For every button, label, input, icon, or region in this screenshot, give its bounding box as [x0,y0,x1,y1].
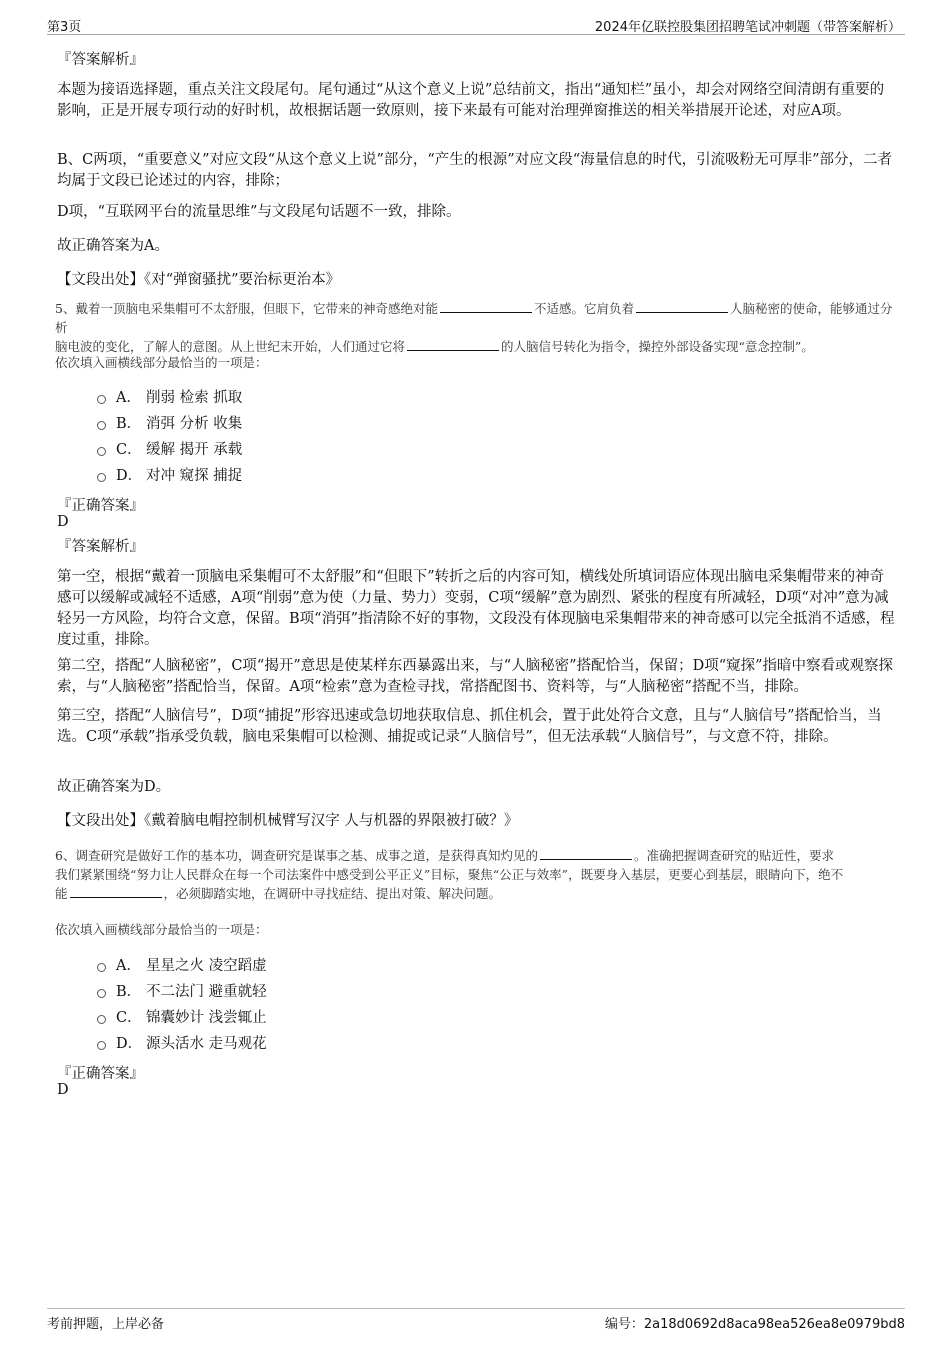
option-a[interactable]: A． 削弱 检索 抓取 [96,388,242,408]
fill-blank [540,847,632,860]
answer-value: D [57,1082,69,1098]
option-c[interactable]: C． 锦囊妙计 浅尝辄止 [96,1008,267,1028]
radio-icon[interactable] [97,473,106,482]
question-prompt: 依次填入画横线部分最恰当的一项是： [55,922,268,937]
fill-blank [440,300,532,313]
footer-divider [47,1308,905,1309]
analysis-label: 『答案解析』 [57,52,144,68]
question-stem: 5、戴着一顶脑电采集帽可不太舒服，但眼下，它带来的神奇感绝对能 不适感。它肩负着 人脑秘密的使命，能够通过分析 脑电波的变化，了解人的意图。从上世纪末开始，人们通过它将 的人脑信号转化为指令，操控外部设备实现“意念控制”。 [55,301,893,354]
radio-icon[interactable] [97,963,106,972]
document-title: 2024年亿联控股集团招聘笔试冲刺题（带答案解析） [594,20,901,35]
analysis-label: 『答案解析』 [57,539,144,555]
analysis-paragraph: D项，“互联网平台的流量思维”与文段尾句话题不一致，排除。 [57,204,461,220]
analysis-paragraph: 第一空，根据“戴着一顶脑电采集帽可不太舒服”和“但眼下”转折之后的内容可知，横线处所填词语应体现出脑电采集帽带来的神奇感可以缓解或减轻不适感，A项“削弱”意为使（力量、势力）变弱，C项“缓解”意为剧烈、紧张的程度有所减轻，D项“对冲”意为减轻另一方风险，均符合文意，保留。B项“消弭”指清除不好的事物，文段没有体现脑电采集帽带来的神奇感可以完全抵消不适感，程度过重，排除。 [57,569,895,648]
option-b[interactable]: B． 消弭 分析 收集 [96,414,242,434]
analysis-conclusion: 故正确答案为A。 [57,238,169,254]
radio-icon[interactable] [97,395,106,404]
radio-icon[interactable] [97,421,106,430]
analysis-paragraph: 第三空，搭配“人脑信号”，D项“捕捉”形容迅速或急切地获取信息、抓住机会，置于此处符合文意，且与“人脑信号”搭配恰当，当选。C项“承载”指承受负载，脑电采集帽可以检测、捕捉或记录“人脑信号”，但无法承载“人脑信号”，与文意不符，排除。 [57,708,882,745]
option-d[interactable]: D． 源头活水 走马观花 [96,1034,267,1054]
page-header [47,14,905,35]
option-b[interactable]: B． 不二法门 避重就轻 [96,982,267,1002]
answer-value: D [57,514,69,530]
source-citation: 【文段出处】《对“弹窗骚扰”要治标更治本》 [57,272,341,288]
footer-slogan: 考前押题，上岸必备 [47,1317,165,1332]
radio-icon[interactable] [97,1015,106,1024]
radio-icon[interactable] [97,447,106,456]
answer-label: 『正确答案』 [57,498,144,514]
option-c[interactable]: C． 缓解 揭开 承载 [96,440,242,460]
analysis-paragraph: B、C两项，“重要意义”对应文段“从这个意义上说”部分，“产生的根源”对应文段“海量信息的时代，引流吸粉无可厚非”部分，二者均属于文段已论述过的内容，排除； [57,152,893,189]
page-number: 第3页 [47,20,82,35]
answer-label: 『正确答案』 [57,1066,144,1082]
radio-icon[interactable] [97,989,106,998]
analysis-conclusion: 故正确答案为D。 [57,779,171,795]
analysis-paragraph: 第二空，搭配“人脑秘密”，C项“揭开”意思是使某样东西暴露出来，与“人脑秘密”搭配恰当，保留；D项“窥探”指暗中察看或观察探索，与“人脑秘密”搭配恰当，保留。A项“检索”意为查检寻找，常搭配图书、资料等，与“人脑秘密”搭配不当，排除。 [57,658,894,695]
analysis-paragraph: 本题为接语选择题，重点关注文段尾句。尾句通过“从这个意义上说”总结前文，指出“通知栏”虽小，却会对网络空间清朗有重要的影响，正是开展专项行动的好时机，故根据话题一致原则，接下来最有可能对治理弹窗推送的相关举措展开论述，对应A项。 [57,82,885,119]
fill-blank [636,300,728,313]
source-citation: 【文段出处】《戴着脑电帽控制机械臂写汉字 人与机器的界限被打破？》 [57,813,519,829]
option-a[interactable]: A． 星星之火 凌空蹈虚 [96,956,267,976]
question-prompt: 依次填入画横线部分最恰当的一项是： [55,355,268,370]
fill-blank [407,338,499,351]
option-d[interactable]: D． 对冲 窥探 捕捉 [96,466,242,486]
document-id: 编号：2a18d0692d8aca98ea526ea8e0979bd8 [604,1317,905,1332]
radio-icon[interactable] [97,1041,106,1050]
fill-blank [70,885,162,898]
question-stem: 6、调查研究是做好工作的基本功，调查研究是谋事之基、成事之道，是获得真知灼见的 。准确把握调查研究的贴近性，要求 我们紧紧围绕“努力让人民群众在每一个司法案件中感受到公平正义”目标，聚焦“公正与效率”，既要身入基层，更要心到基层，眼睛向下，绝不 能 ，必须脚踏实地，在调研中寻找症结、提出对策、解决问题。 [55,848,844,901]
